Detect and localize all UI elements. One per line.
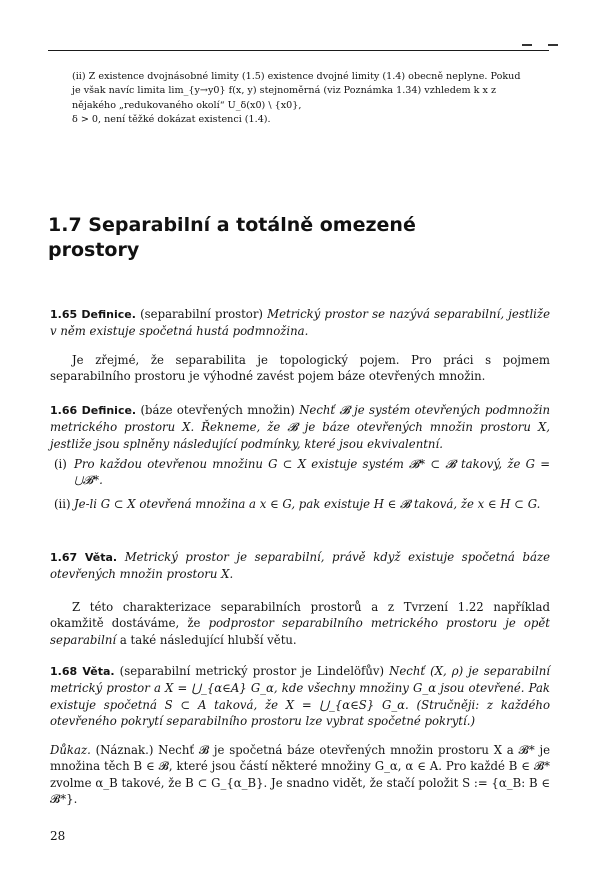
proof-text: (Náznak.) Nechť 𝓑 je spočetná báze otevřených množin prostoru X a 𝓑* je množina těch B ∈ 𝓑, které jsou částí některé množiny G_α, α ∈ A. Pro každé B ∈ 𝓑* zvolme α_B takové, že B ⊂ G_{α_B}. Je snadno vidět, že stačí položit S := {α_B: B ∈ 𝓑*}. bbox=[50, 743, 551, 806]
paragraph-characterization-b: a také následující hlubší větu. bbox=[119, 632, 297, 647]
definition-1-66 bbox=[50, 402, 550, 452]
paragraph-characterization-a: Z této charakterizace separabilních prostorů a z Tvrzení 1.22 například okamžitě dostáváme, že bbox=[50, 600, 550, 631]
definition-1-65-paren: (separabilní prostor) bbox=[140, 307, 263, 321]
paragraph-characterization bbox=[50, 599, 550, 648]
definition-1-65-head: 1.65 Definice. bbox=[50, 308, 136, 321]
definition-1-66-head: 1.66 Definice. bbox=[50, 404, 137, 417]
theorem-1-68-paren: (separabilní metrický prostor je Lindelöfův) bbox=[119, 664, 385, 678]
definition-1-65 bbox=[50, 306, 550, 340]
proof bbox=[50, 742, 550, 807]
theorem-1-68 bbox=[50, 663, 550, 729]
section-title: 1.7 Separabilní a totálně omezené prostory bbox=[48, 214, 416, 261]
item-i-number: (i) bbox=[54, 457, 67, 471]
remark-line-3: nějakého „redukovaného okolí“ U_δ(x0) \ {x0}, bbox=[72, 99, 302, 111]
remark-ii bbox=[72, 70, 550, 128]
theorem-1-67-text: Metrický prostor je separabilní, právě když existuje spočetná báze otevřených množin prostoru X. bbox=[50, 550, 551, 582]
theorem-1-68-head: 1.68 Věta. bbox=[50, 665, 115, 678]
remark-line-2: je však navíc limita lim_{y→y0} f(x, y) stejnoměrná (viz Poznámka 1.34) vzhledem k x z bbox=[72, 85, 497, 97]
item-ii-text: Je-li G ⊂ X otevřená množina a x ∈ G, pak existuje H ∈ 𝓑 taková, že x ∈ H ⊂ G. bbox=[74, 497, 541, 511]
definition-1-66-paren: (báze otevřených množin) bbox=[140, 403, 295, 417]
paragraph-characterization-italic: podprostor separabilního metrického prostoru je opět separabilní bbox=[50, 616, 550, 647]
page-number: 28 bbox=[50, 829, 66, 843]
definition-1-66-item-ii bbox=[54, 496, 550, 512]
header-marks bbox=[506, 40, 558, 49]
theorem-1-68-text: Nechť (X, ρ) je separabilní metrický prostor a X = ⋃_{α∈A} G_α, kde všechny množiny G_α jsou otevřené. Pak existuje spočetná S ⊂ A taková, že X = ⋃_{α∈S} G_α. (Stručněji: z každého otevřeného pokrytí separabilního prostoru lze vybrat spočetné pokrytí.) bbox=[50, 664, 551, 728]
definition-1-66-item-i bbox=[54, 456, 550, 489]
remark-line-1: (ii) Z existence dvojnásobné limity (1.5) existence dvojné limity (1.4) obecně neplyne. Pokud bbox=[72, 71, 521, 82]
proof-head: Důkaz. bbox=[50, 743, 91, 757]
item-i-text: Pro každou otevřenou množinu G ⊂ X existuje systém 𝓑* ⊂ 𝓑 takový, že G = ⋃𝓑*. bbox=[74, 457, 550, 488]
remark-line-4: δ > 0, není těžké dokázat existenci (1.4). bbox=[72, 114, 271, 126]
theorem-1-67-head: 1.67 Věta. bbox=[50, 551, 118, 564]
header-rule bbox=[48, 50, 549, 51]
item-ii-number: (ii) bbox=[54, 497, 71, 511]
theorem-1-67 bbox=[50, 549, 550, 583]
definition-1-66-text: Nechť 𝓑 je systém otevřených podmnožin metrického prostoru X. Řekneme, že 𝓑 je báze otevřených množin prostoru X, jestliže jsou splněny následující podmínky, které jsou ekvivalentní. bbox=[50, 403, 551, 451]
definition-1-65-text: Metrický prostor se nazývá separabilní, jestliže v něm existuje spočetná hustá podmnožina. bbox=[50, 307, 550, 339]
paragraph-separability: Je zřejmé, že separabilita je topologický pojem. Pro práci s pojmem separabilního prostoru je výhodné zavést pojem báze otevřených množin. bbox=[50, 353, 550, 384]
